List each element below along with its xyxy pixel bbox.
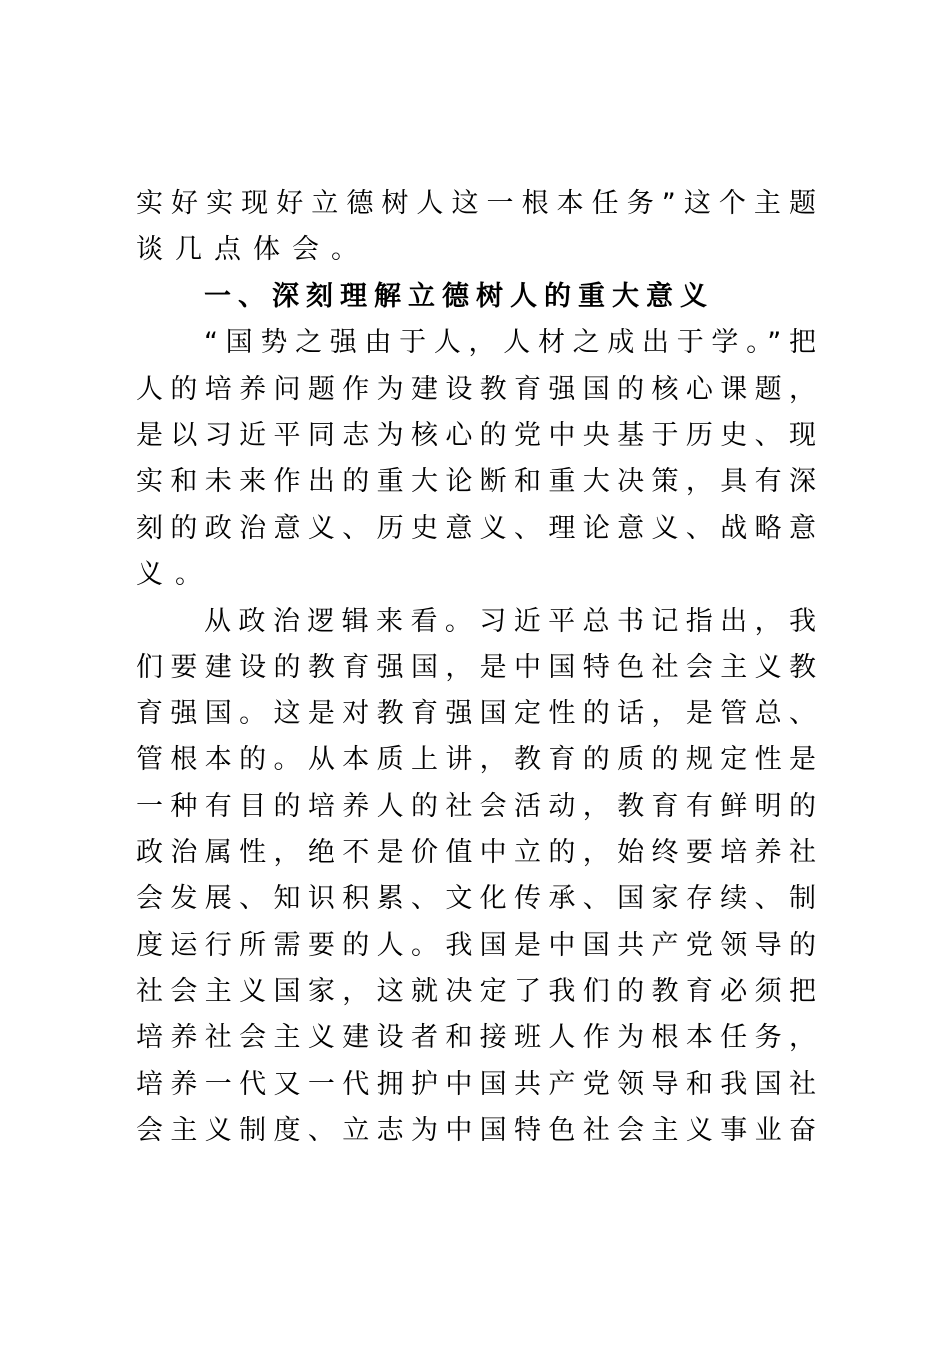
- paragraph2-line-10: 培养社会主义建设者和接班人作为根本任务，: [136, 1022, 816, 1053]
- paragraph2-line-11: 培养一代又一代拥护中国共产党领导和我国社: [136, 1069, 816, 1100]
- paragraph1-line-3: 是以习近平同志为核心的党中央基于历史、现: [136, 420, 816, 451]
- paragraph2-line-7: 会发展、知识积累、文化传承、国家存续、制: [136, 883, 816, 914]
- paragraph2-line-5: 一种有目的培养人的社会活动，教育有鲜明的: [136, 791, 816, 822]
- paragraph1-line-1: “国势之强由于人，人材之成出于学。”把: [204, 327, 816, 358]
- paragraph2-line-1: 从政治逻辑来看。习近平总书记指出，我: [204, 606, 816, 637]
- paragraph2-line-9: 社会主义国家，这就决定了我们的教育必须把: [136, 976, 816, 1007]
- paragraph2-line-8: 度运行所需要的人。我国是中国共产党领导的: [136, 930, 816, 961]
- paragraph1-line-6: 义。: [136, 559, 214, 590]
- paragraph2-line-2: 们要建设的教育强国，是中国特色社会主义教: [136, 652, 816, 683]
- paragraph2-line-12: 会主义制度、立志为中国特色社会主义事业奋: [136, 1115, 816, 1146]
- intro-line-1: 实好实现好立德树人这一根本任务”这个主题: [136, 188, 816, 219]
- paragraph1-line-5: 刻的政治意义、历史意义、理论意义、战略意: [136, 513, 816, 544]
- intro-line-2: 谈几点体会。: [136, 234, 370, 265]
- paragraph1-line-4: 实和未来作出的重大论断和重大决策，具有深: [136, 466, 816, 497]
- paragraph2-line-4: 管根本的。从本质上讲，教育的质的规定性是: [136, 744, 816, 775]
- paragraph2-line-3: 育强国。这是对教育强国定性的话，是管总、: [136, 698, 816, 729]
- section-heading: 一、深刻理解立德树人的重大意义: [204, 281, 714, 312]
- paragraph1-line-2: 人的培养问题作为建设教育强国的核心课题，: [136, 374, 816, 405]
- paragraph2-line-6: 政治属性，绝不是价值中立的，始终要培养社: [136, 837, 816, 868]
